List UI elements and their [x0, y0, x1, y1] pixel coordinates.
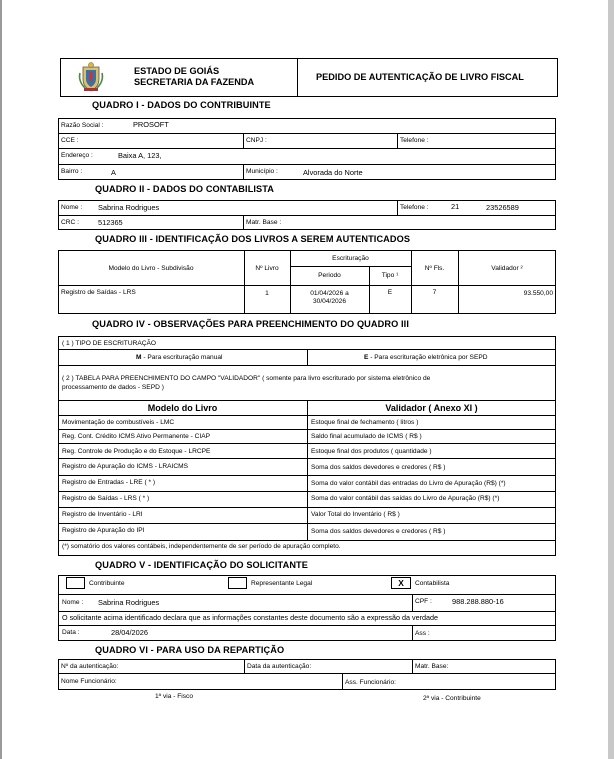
q4-footnote: (*) somatório dos valores contábeis, independentemente de ser período de apuração completo.	[62, 543, 341, 550]
q3-row-validador[interactable]: 93.550,00	[523, 290, 553, 297]
q4-tabela-line1: ( 2 ) TABELA PARA PREENCHIMENTO DO CAMPO "VALIDADOR" ( somente para livro escriturado por sistema eletrônico de	[62, 375, 431, 382]
q4-manual-mode	[136, 354, 223, 362]
q4-row-line-2	[58, 443, 556, 444]
q3-row-tipo[interactable]: E	[387, 289, 393, 296]
q3-vline-1	[244, 250, 245, 314]
ass-label: Ass :	[415, 630, 430, 637]
municipio-label: Município :	[246, 168, 278, 175]
table-row-modelo: Registro de Inventário - LRI	[62, 511, 143, 518]
header-state: ESTADO DE GOIÁS	[134, 66, 220, 76]
razao-social-label: Razão Social :	[61, 122, 104, 129]
q3-escrituracao-line	[290, 266, 411, 267]
q4-vline-table	[307, 400, 308, 540]
contabilista-nome-label: Nome :	[61, 204, 83, 211]
quadro-5-title: QUADRO V - IDENTIFICAÇÃO DO SOLICITANTE	[95, 560, 308, 570]
contabilista-telefone-label: Telefone :	[400, 204, 429, 211]
cpf-label: CPF :	[415, 598, 432, 605]
ass-funcionario-label: Ass. Funcionário:	[345, 679, 396, 686]
via-fisco: 1ª via - Fisco	[155, 693, 193, 700]
quadro-3-title: QUADRO III - IDENTIFICAÇÃO DOS LIVROS A SEREM AUTENTICADOS	[95, 234, 411, 244]
table-row-validador: Estoque final dos produtos ( quantidade )	[311, 448, 432, 455]
q4-row-line-7	[58, 523, 556, 524]
q1-line-1	[58, 133, 556, 134]
endereco-value[interactable]: Baixa A, 123,	[118, 151, 162, 160]
q4-col-validador: Validador ( Anexo XI )	[385, 403, 478, 413]
q4-manual-key: M	[136, 354, 142, 361]
table-row-modelo: Registro de Apuração do ICMS - LRAICMS	[62, 463, 189, 470]
q1-line-3	[58, 164, 556, 165]
q3-row-nlivro[interactable]: 1	[265, 290, 269, 297]
q3-col-tipo: Tipo ¹	[381, 272, 399, 279]
table-row-validador: Soma do valor contábil das saídas do Livro de Apuração (R$) (*)	[311, 495, 500, 502]
declaracao-text: O solicitante acima identificado declara que as informações constantes deste documento são a expressão da verdade	[62, 613, 438, 622]
q3-col-nlivro: Nº Livro	[255, 265, 279, 272]
razao-social-value[interactable]: PROSOFT	[133, 120, 169, 129]
q5-vline-2	[412, 625, 413, 641]
table-row-modelo: Registro de Apuração do IPI	[62, 527, 145, 534]
table-row-modelo: Reg. Cont. Crédito ICMS Ativo Permanente - CIAP	[62, 433, 211, 440]
table-row-validador: Soma dos saldos devedores e credores ( R$ )	[311, 464, 446, 471]
bairro-value[interactable]: A	[111, 168, 116, 177]
solicitante-nome-label: Nome :	[62, 599, 84, 606]
quadro-2-title: QUADRO II - DADOS DO CONTABILISTA	[95, 184, 275, 194]
q6-vline-2	[412, 659, 413, 673]
q4-col-modelo: Modelo do Livro	[147, 403, 218, 413]
quadro-4-title: QUADRO IV - OBSERVAÇÕES PARA PREENCHIMENTO DO QUADRO III	[92, 319, 409, 329]
quadro-6-title: QUADRO VI - PARA USO DA REPARTIÇÃO	[95, 645, 285, 655]
q2-vline-1	[397, 200, 398, 215]
q2-vline-2	[243, 215, 244, 230]
q4-manual-text: - Para escrituração manual	[141, 354, 223, 361]
representante-checkbox[interactable]	[228, 577, 247, 589]
solicitante-nome-value[interactable]: Sabrina Rodrigues	[98, 598, 160, 607]
table-row-validador: Soma do valor contábil das entradas do Livro de Apuração (R$) (*)	[311, 480, 506, 487]
contabilista-check-mark: X	[398, 578, 404, 588]
q6-vline-3	[342, 673, 343, 690]
q6-line-1	[58, 673, 556, 674]
page-left-edge	[0, 0, 2, 759]
q4-row-line-1	[58, 429, 556, 430]
telefone-label: Telefone :	[400, 137, 429, 144]
goias-coat-of-arms-icon	[77, 61, 105, 93]
q3-col-periodo: Periodo	[318, 272, 341, 279]
nome-funcionario-label: Nome Funcionário:	[61, 678, 117, 685]
q4-row-line-4	[58, 475, 556, 476]
table-row-modelo: Registro de Entradas - LRE ( * )	[62, 479, 156, 486]
form-title: PEDIDO DE AUTENTICAÇÃO DE LIVRO FISCAL	[316, 72, 524, 82]
data-label: Data :	[62, 629, 80, 636]
data-value[interactable]: 28/04/2026	[111, 628, 148, 637]
q3-col-nfls: Nº Fls.	[424, 265, 445, 272]
q3-row-periodo-end[interactable]: 30/04/2026	[312, 298, 346, 305]
q4-electronic-key: E	[364, 354, 369, 361]
quadro-1-title: QUADRO I - DADOS DO CONTRIBUINTE	[92, 100, 271, 110]
q4-electronic-text: - Para escrituração eletrônica por SEPD	[368, 354, 488, 361]
table-row-validador: Valor Total do Inventário ( R$ )	[311, 511, 400, 518]
q1-vline-3	[243, 164, 244, 180]
q4-electronic-mode	[364, 354, 488, 362]
q1-vline-2	[397, 133, 398, 148]
q1-line-2	[58, 148, 556, 149]
q1-vline-1	[243, 133, 244, 148]
header-divider	[297, 58, 298, 97]
contabilista-telefone-value[interactable]: 23526589	[486, 203, 519, 212]
q3-vline-4	[411, 250, 412, 314]
q5-line-1	[58, 594, 556, 595]
contribuinte-checkbox[interactable]	[66, 577, 85, 589]
q4-vline-mode	[307, 349, 308, 365]
data-autenticacao-label: Data da autenticação:	[247, 663, 312, 670]
table-row-validador: Saldo final acumulado de ICMS ( R$ )	[311, 433, 422, 440]
q4-row-line-0	[58, 415, 556, 416]
municipio-value[interactable]: Alvorada do Norte	[303, 168, 363, 177]
matr-base-reparticao-label: Matr. Base:	[415, 663, 449, 670]
contabilista-checkbox[interactable]	[391, 577, 411, 589]
q4-row-line-6	[58, 507, 556, 508]
n-autenticacao-label: Nº da autenticação:	[61, 663, 119, 670]
q3-col-escrituracao: Escrituração	[332, 255, 369, 262]
contribuinte-label: Contribuinte	[89, 580, 125, 587]
table-row-modelo: Movimentação de combustíveis - LMC	[62, 419, 175, 426]
q3-row-nfls[interactable]: 7	[432, 289, 437, 296]
q4-tipo-escrituracao: ( 1 ) TIPO DE ESCRITURAÇÃO	[62, 340, 157, 347]
endereco-label: Endereço :	[61, 152, 93, 159]
table-row-modelo: Registro de Saídas - LRS ( * )	[62, 495, 150, 502]
contabilista-nome-value[interactable]: Sabrina Rodrigues	[98, 203, 160, 212]
crc-label: CRC :	[61, 219, 79, 226]
representante-label: Representante Legal	[251, 580, 313, 587]
q4-tabela-line2: processamento de dados - SEPD )	[62, 384, 164, 391]
q6-vline-1	[244, 659, 245, 673]
table-row-modelo: Reg. Controle de Produção e do Estoque - LRCPE	[62, 448, 211, 455]
cpf-value[interactable]: 988.288.880-16	[452, 597, 504, 606]
q2-line-1	[58, 215, 556, 216]
q4-row-line-3	[58, 458, 556, 459]
header-secretariat: SECRETARIA DA FAZENDA	[134, 77, 255, 87]
via-contribuinte: 2ª via - Contribuinte	[423, 695, 481, 702]
q3-col-validador: Validador ²	[491, 265, 523, 272]
table-row-validador: Estoque final de fechamento ( litros )	[311, 419, 419, 426]
q5-line-2	[58, 611, 556, 612]
contabilista-ddd[interactable]: 21	[451, 202, 460, 211]
q4-row-line-5	[58, 491, 556, 492]
contabilista-label: Contabilista	[415, 580, 450, 587]
crc-value[interactable]: 512365	[98, 218, 123, 227]
matr-base-label: Matr. Base :	[246, 219, 282, 226]
page-scrollbar-track[interactable]	[608, 0, 614, 759]
q3-vline-5	[458, 250, 459, 314]
q3-row-modelo[interactable]: Registro de Saídas - LRS	[61, 289, 136, 296]
table-row-validador: Soma dos saldos devedores e credores ( R$ )	[311, 528, 446, 535]
q3-header-bottom	[58, 285, 556, 286]
q5-line-3	[58, 625, 556, 626]
q4-row-line-8	[58, 540, 556, 541]
q4-line-b	[58, 365, 556, 366]
cnpj-label: CNPJ :	[246, 137, 267, 144]
bairro-label: Bairro :	[61, 168, 83, 175]
q3-row-periodo-start[interactable]: 01/04/2026 a	[310, 290, 349, 297]
cce-label: CCE :	[61, 137, 79, 144]
q5-vline-1	[412, 594, 413, 611]
q3-col-modelo: Modelo do Livro - Subdivisão	[108, 265, 194, 272]
